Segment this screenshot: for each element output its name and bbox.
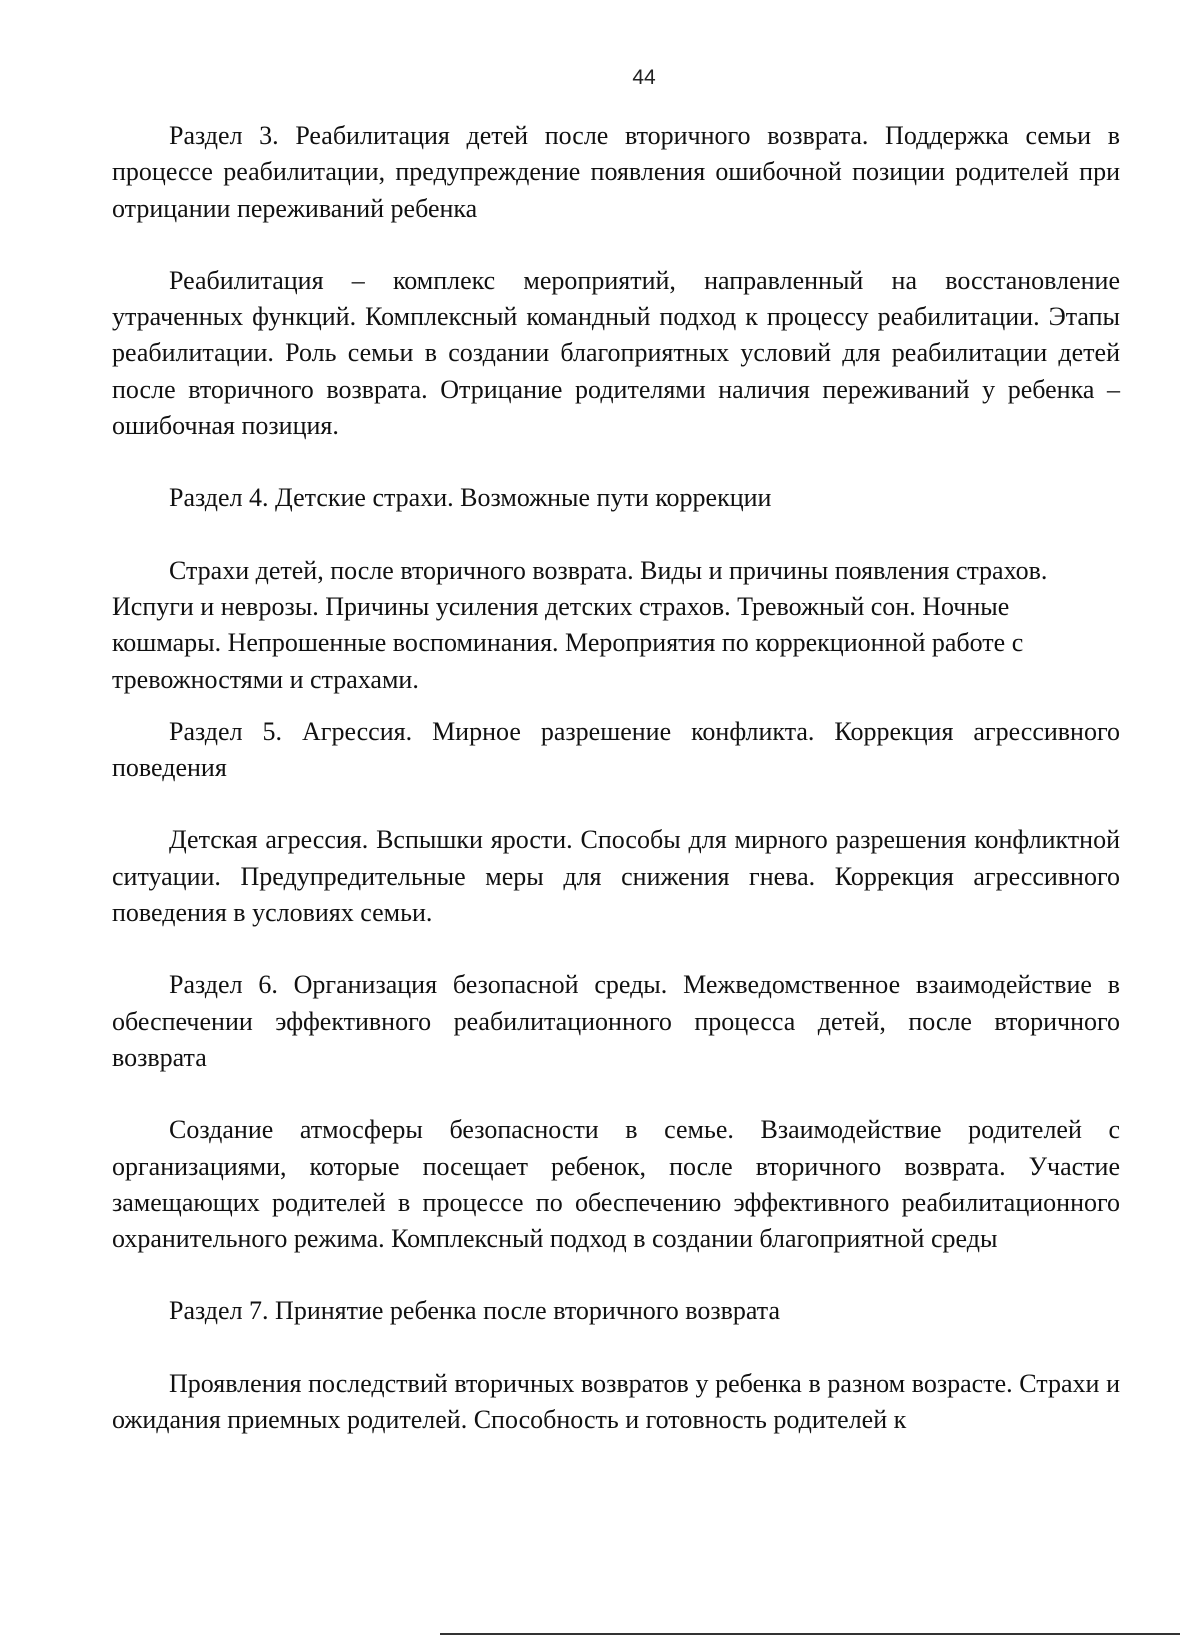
section-7-body: Проявления последствий вторичных возвратов у ребенка в разном возрасте. Страхи и ожидания приемных родителей. Способность и готовность родителей к bbox=[112, 1368, 1120, 1435]
page-number: 44 bbox=[632, 66, 656, 89]
section-4-heading: Раздел 4. Детские страхи. Возможные пути коррекции bbox=[169, 483, 772, 513]
section-4-body: Страхи детей, после вторичного возврата. Виды и причины появления страхов. Испуги и неврозы. Причины усиления детских страхов. Тревожный сон. Ночные кошмары. Непрошенные воспоминания. Мероприятия по коррекционной работе с тревожностями и страхами. bbox=[112, 555, 1048, 694]
section-5-heading: Раздел 5. Агрессия. Мирное разрешение конфликта. Коррекция агрессивного поведения bbox=[112, 716, 1120, 783]
section-7-heading: Раздел 7. Принятие ребенка после вторичного возврата bbox=[169, 1296, 780, 1326]
section-3-body: Реабилитация – комплекс мероприятий, направленный на восстановление утраченных функций. Комплексный командный подход к процессу реабилитации. Этапы реабилитации. Роль семьи в создании благоприятных условий для реабилитации детей после вторичного возврата. Отрицание родителями наличия переживаний у ребенка – ошибочная позиция. bbox=[112, 265, 1120, 441]
document-body bbox=[112, 118, 1120, 1474]
section-6-body: Создание атмосферы безопасности в семье. Взаимодействие родителей с организациями, которые посещает ребенок, после вторичного возврата. Участие замещающих родителей в процессе по обеспечению эффективного реабилитационного охранительного режима. Комплексный подход в создании благоприятной среды bbox=[112, 1115, 1120, 1254]
bottom-border-line bbox=[440, 1633, 1180, 1635]
section-6-heading: Раздел 6. Организация безопасной среды. Межведомственное взаимодействие в обеспечении эффективного реабилитационного процесса детей, после вторичного возврата bbox=[112, 970, 1120, 1072]
section-5-body: Детская агрессия. Вспышки ярости. Способы для мирного разрешения конфликтной ситуации. Предупредительные меры для снижения гнева. Коррекция агрессивного поведения в условиях семьи. bbox=[112, 825, 1120, 928]
section-3-heading: Раздел 3. Реабилитация детей после вторичного возврата. Поддержка семьи в процессе реабилитации, предупреждение появления ошибочной позиции родителей при отрицании переживаний ребенка bbox=[112, 121, 1120, 223]
